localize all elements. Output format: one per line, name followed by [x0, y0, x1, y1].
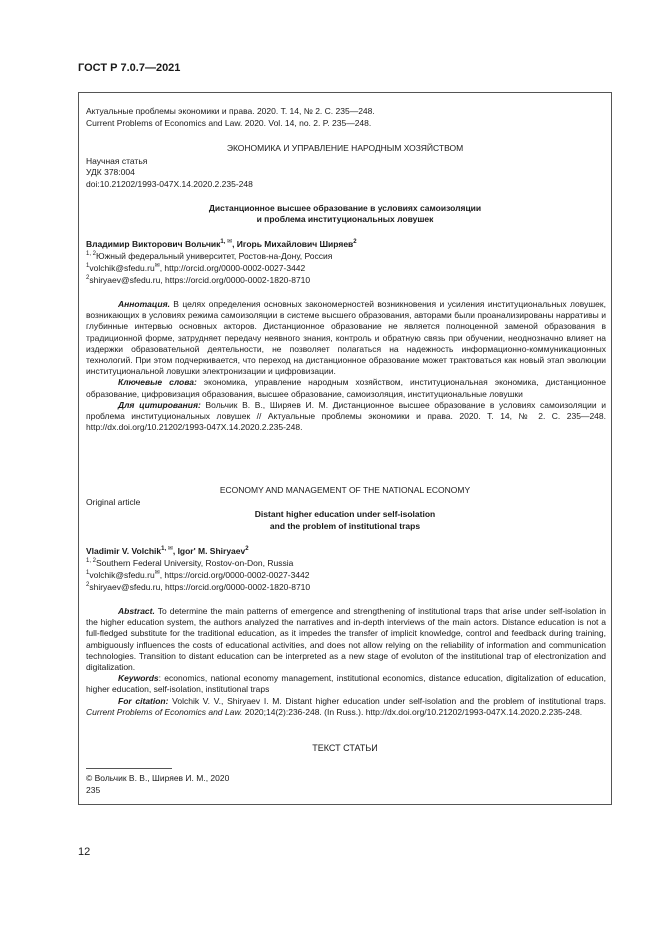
affil-ru-text: Южный федеральный университет, Ростов-на-Дону, Россия	[96, 251, 333, 261]
email1-en	[86, 570, 310, 581]
title-en-line2: and the problem of institutional traps	[269, 521, 421, 531]
author2-en: Igor' M. Shiryaev	[177, 546, 246, 556]
keywords-label-en: Keywords	[118, 673, 159, 684]
copyright: © Вольчик В. В., Ширяев И. М., 2020	[86, 773, 230, 783]
affiliation-en	[86, 558, 293, 569]
email1-ru-sup: 1	[86, 263, 90, 270]
abstract-en	[86, 606, 606, 673]
email1-ru	[86, 263, 305, 274]
abstract-block-ru	[86, 299, 606, 433]
email2-en-sup: 2	[86, 582, 90, 589]
footnote-rule	[86, 768, 172, 769]
article-type-ru: Научная статья	[86, 156, 148, 166]
udc: УДК 378:004	[86, 167, 135, 177]
keywords-label-ru: Ключевые слова:	[118, 377, 197, 388]
authors-en	[86, 546, 249, 557]
abstract-label-en: Abstract.	[118, 606, 155, 616]
keywords-text-en: : economics, national economy management, institutional economics, distance education, digitalization of education, higher education, self-isolation, institutional traps	[86, 673, 606, 695]
author2-ru: Игорь Михайлович Ширяев	[236, 239, 354, 249]
keywords-en	[86, 673, 606, 695]
email2-en-text: shiryaev@sfedu.ru, https://orcid.org/0000-0002-1820-8710	[89, 582, 311, 592]
article-type-en: Original article	[86, 497, 141, 507]
affil-en-sup: 1, 2	[86, 558, 97, 565]
email2-en	[86, 582, 310, 593]
affil-ru-sup: 1, 2	[86, 251, 97, 258]
citation-pre-en: Volchik V. V., Shiryaev I. M. Distant higher education under self-isolation and the problem of institutional traps.	[168, 695, 606, 706]
body-heading: ТЕКСТ СТАТЬИ	[312, 743, 378, 753]
title-ru-line1: Дистанционное высшее образование в условиях самоизоляции	[208, 203, 482, 213]
keywords-text-ru: экономика, управление народным хозяйством, институциональная экономика, дистанционное образование, цифровизация образования, высшее образование, самоизоляция, институциональные ловушки	[86, 377, 606, 399]
author1-ru-sup: 1, ✉	[220, 239, 233, 246]
title-ru-line2: и проблема институциональных ловушек	[256, 214, 434, 224]
author2-en-sup: 2	[245, 546, 249, 553]
first-page-number: 235	[86, 785, 101, 795]
source-en: Current Problems of Economics and Law. 2020. Vol. 14, no. 2. P. 235—248.	[86, 118, 372, 128]
affiliation-ru	[86, 251, 332, 262]
author2-ru-sup: 2	[353, 239, 357, 246]
section-heading-en: ECONOMY AND MANAGEMENT OF THE NATIONAL ECONOMY	[219, 485, 471, 495]
citation-journal-en: Current Problems of Economics and Law.	[86, 706, 243, 717]
citation-text-ru: Вольчик В. В., Ширяев И. М. Дистанционное высшее образование в условиях самоизоляции и проблема институциональных ловушек // Актуальные проблемы экономики и права. 2020. Т. 14, № 2. С. 235—248. http://dx.doi.org/10.21202/1993-047X.14.2020.2.235-248.	[86, 399, 606, 433]
abstract-text-en: To determine the main patterns of emergence and strengthening of institutional traps that arise under self-isolation in the higher education system, the authors analyzed the narratives and in-depth interviews of the main actors. Distance education is not a full-fledged substitute for the traditional education, as it impedes the transfer of implicit knowledge, control and feedback during training, ambiguously influences the costs of educational activities, and does not allow relying on the reliability of information and communication technologies. Transition to distant education can be interpreted as a new stage of evoluton of the institutional trap of electronization and digitalization.	[86, 606, 606, 673]
section-heading-ru: ЭКОНОМИКА И УПРАВЛЕНИЕ НАРОДНЫМ ХОЗЯЙСТВОМ	[226, 143, 464, 153]
abstract-ru	[86, 299, 606, 377]
standard-header: ГОСТ Р 7.0.7—2021	[78, 62, 181, 74]
abstract-label-ru: Аннотация.	[118, 299, 170, 309]
email1-ru-text: volchik@sfedu.ru	[89, 263, 155, 273]
email1-en-sup: 1	[86, 570, 90, 577]
email2-ru-sup: 2	[86, 275, 90, 282]
source-ru: Актуальные проблемы экономики и права. 2020. Т. 14, № 2. С. 235—248.	[86, 106, 375, 116]
email1-ru-mark: ✉	[154, 263, 160, 270]
email2-ru	[86, 275, 310, 286]
citation-ru	[86, 400, 606, 434]
keywords-ru	[86, 377, 606, 399]
abstract-text-ru: В целях определения основных закономерностей возникновения и усиления институциональных ловушек, возникающих в условиях режима самоизоляции в системе высшего образования, авторами были проанализированы нарративы и глубинные интервью основных акторов. Дистанционное образование не является полноценной заменой образования в традиционной форме, затрудняет передачу неявного знания, контроль и обратную связь при обучении, неоднозначно влияет на издержки образовательной деятельности, не позволяет полагаться на надежность информационно-коммуникационных технологий. При этом подчеркивается, что переход на дистанционное образование может трактоваться как новый этап эволюции институциональной ловушки электронизации и цифровизации.	[86, 299, 606, 377]
email2-ru-text: shiryaev@sfedu.ru, https://orcid.org/0000-0002-1820-8710	[89, 275, 311, 285]
doi: doi:10.21202/1993-047X.14.2020.2.235-248	[86, 179, 253, 189]
title-en-line1: Distant higher education under self-isolation	[254, 509, 436, 519]
citation-label-en: For citation:	[118, 695, 169, 706]
sample-page-frame	[78, 92, 612, 805]
citation-en	[86, 696, 606, 718]
email1-en-rest: , https://orcid.org/0000-0002-0027-3442	[159, 570, 310, 580]
authors-ru	[86, 239, 357, 250]
citation-label-ru: Для цитирования:	[118, 399, 201, 410]
author-sep-en: ,	[172, 546, 178, 556]
author1-ru: Владимир Викторович Вольчик	[86, 239, 221, 249]
abstract-block-en	[86, 606, 606, 718]
email1-en-text: volchik@sfedu.ru	[89, 570, 155, 580]
author1-en: Vladimir V. Volchik	[86, 546, 162, 556]
citation-post-en: 2020;14(2):236-248. (In Russ.). http://dx.doi.org/10.21202/1993-047X.14.2020.2.235-248.	[242, 706, 583, 717]
email1-en-mark: ✉	[154, 570, 160, 577]
author-sep-ru: ,	[232, 239, 237, 249]
email1-ru-rest: , http://orcid.org/0000-0002-0027-3442	[159, 263, 306, 273]
author1-en-sup: 1, ✉	[161, 546, 173, 553]
affil-en-text: Southern Federal University, Rostov-on-Don, Russia	[96, 558, 294, 568]
page-number: 12	[78, 846, 91, 858]
